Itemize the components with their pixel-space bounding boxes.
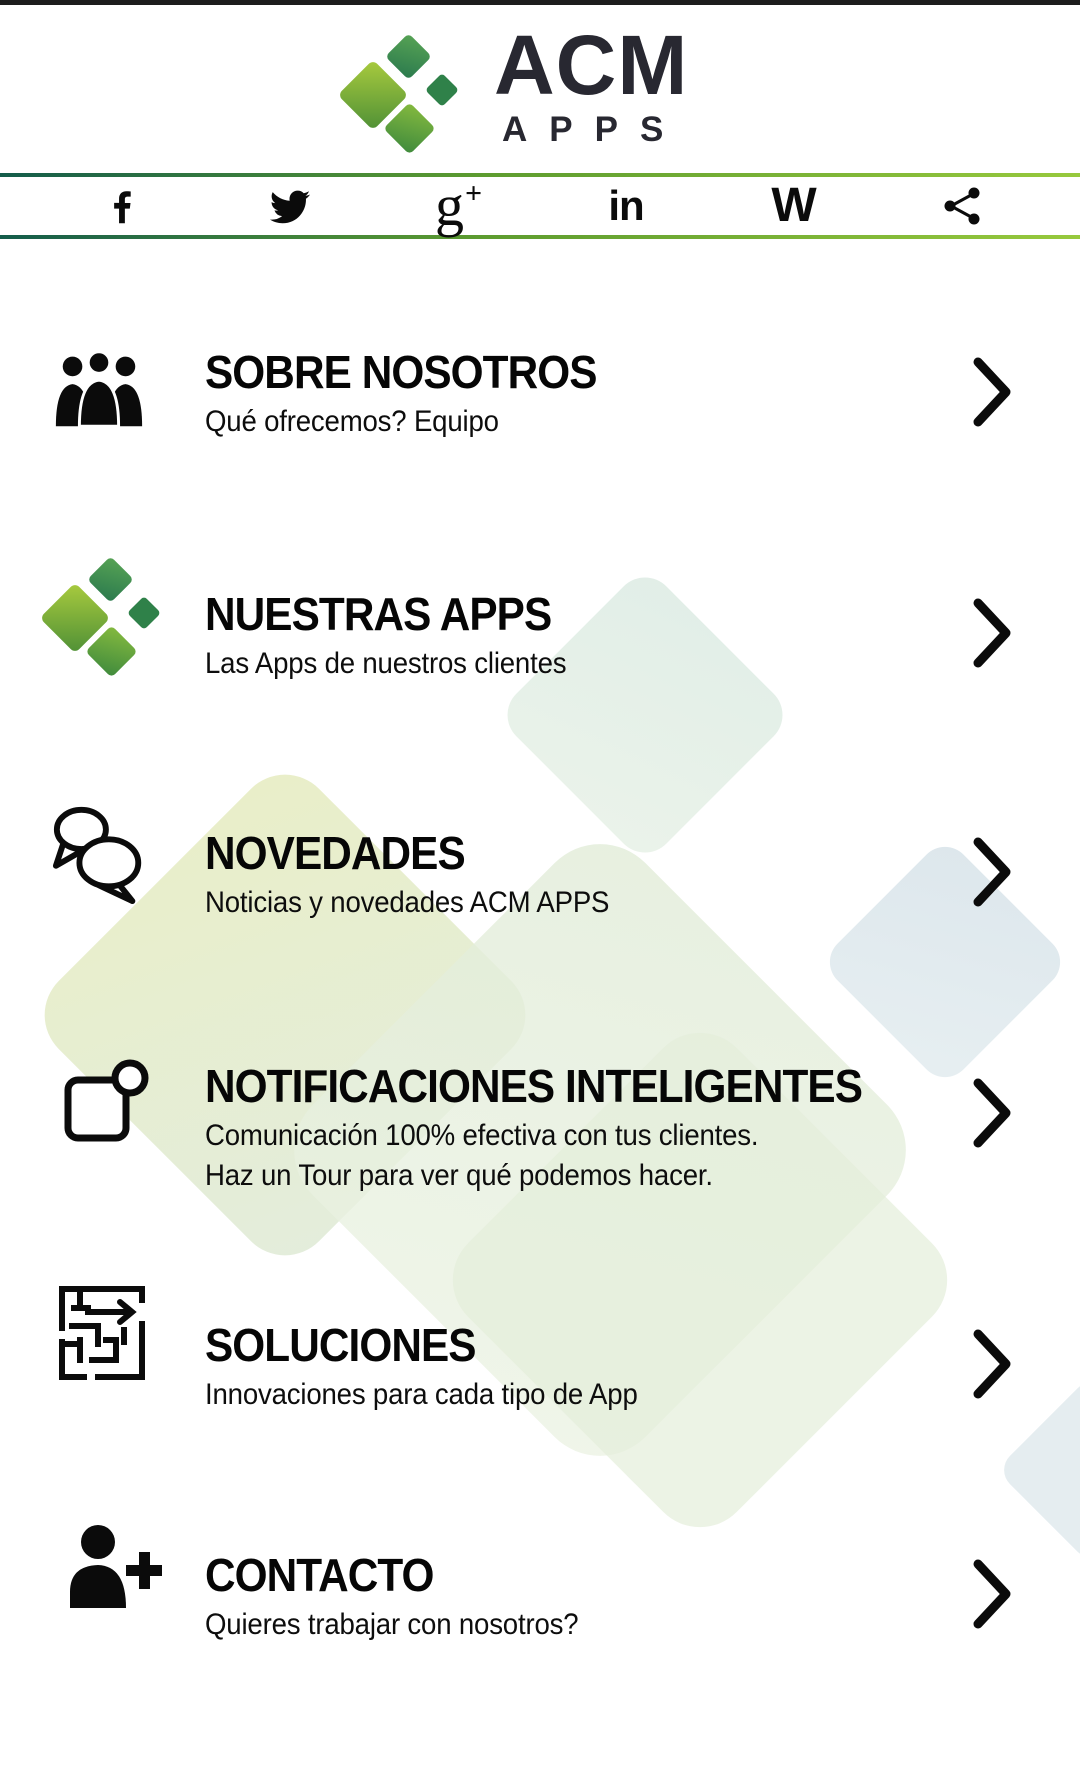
- chevron-right-icon[interactable]: [970, 1558, 1014, 1630]
- wordpress-button[interactable]: [734, 178, 854, 234]
- menu-item-title: NOTIFICACIONES INTELIGENTES: [205, 1060, 863, 1112]
- diamond-cluster-icon: [50, 563, 162, 679]
- google-plus-icon: g+: [434, 173, 483, 238]
- menu-item-subtitle: Comunicación 100% efectiva con tus clientes. Haz un Tour para ver qué podemos hacer.: [205, 1119, 759, 1192]
- chevron-right-icon[interactable]: [970, 836, 1014, 908]
- brand-name: ACM: [494, 18, 689, 112]
- share-button[interactable]: [902, 178, 1022, 234]
- menu-item-title: SOLUCIONES: [205, 1319, 476, 1371]
- chevron-right-icon[interactable]: [970, 597, 1014, 669]
- facebook-button[interactable]: [62, 178, 182, 234]
- acm-logo-icon: [348, 40, 460, 156]
- menu-item-sobre-nosotros[interactable]: [0, 330, 1080, 460]
- linkedin-icon: in: [608, 182, 644, 229]
- menu-item-novedades[interactable]: [0, 790, 1080, 925]
- twitter-button[interactable]: [230, 178, 350, 234]
- menu-item-subtitle: Quieres trabajar con nosotros?: [205, 1608, 579, 1641]
- social-icons-row: [0, 173, 1080, 238]
- chat-bubbles-icon: [50, 802, 152, 911]
- share-icon: [940, 184, 984, 228]
- divider-line: [0, 235, 1080, 239]
- people-group-icon: [50, 350, 148, 433]
- menu-item-title: CONTACTO: [205, 1549, 434, 1601]
- wordpress-icon: W: [771, 179, 817, 232]
- facebook-icon: [99, 183, 145, 229]
- header: [0, 0, 1080, 172]
- status-bar-line: [0, 0, 1080, 5]
- menu-item-soluciones[interactable]: [0, 1270, 1080, 1410]
- brand-subname: APPS: [502, 110, 686, 149]
- chevron-right-icon[interactable]: [970, 356, 1014, 428]
- menu-item-title: NOVEDADES: [205, 827, 465, 879]
- chevron-right-icon[interactable]: [970, 1077, 1014, 1149]
- menu-item-nuestras-apps[interactable]: [0, 550, 1080, 690]
- menu-item-notificaciones[interactable]: [0, 1040, 1080, 1192]
- linkedin-button[interactable]: [566, 178, 686, 234]
- logo-diamond: [425, 73, 459, 107]
- chevron-right-icon[interactable]: [970, 1328, 1014, 1400]
- menu-item-title: NUESTRAS APPS: [205, 588, 552, 640]
- menu-item-subtitle: Las Apps de nuestros clientes: [205, 647, 567, 680]
- smart-notification-icon: [60, 1054, 152, 1155]
- menu-item-title: SOBRE NOSOTROS: [205, 346, 597, 398]
- menu-item-subtitle: Noticias y novedades ACM APPS: [205, 886, 610, 919]
- menu-item-subtitle: Qué ofrecemos? Equipo: [205, 405, 499, 438]
- maze-icon: [58, 1282, 146, 1385]
- google-plus-button[interactable]: [398, 173, 518, 238]
- add-contact-icon: [62, 1520, 162, 1615]
- twitter-icon: [267, 183, 313, 229]
- menu-item-subtitle: Innovaciones para cada tipo de App: [205, 1378, 638, 1411]
- menu-item-contacto[interactable]: [0, 1505, 1080, 1641]
- logo-diamond: [385, 33, 432, 80]
- social-bar: [0, 173, 1080, 239]
